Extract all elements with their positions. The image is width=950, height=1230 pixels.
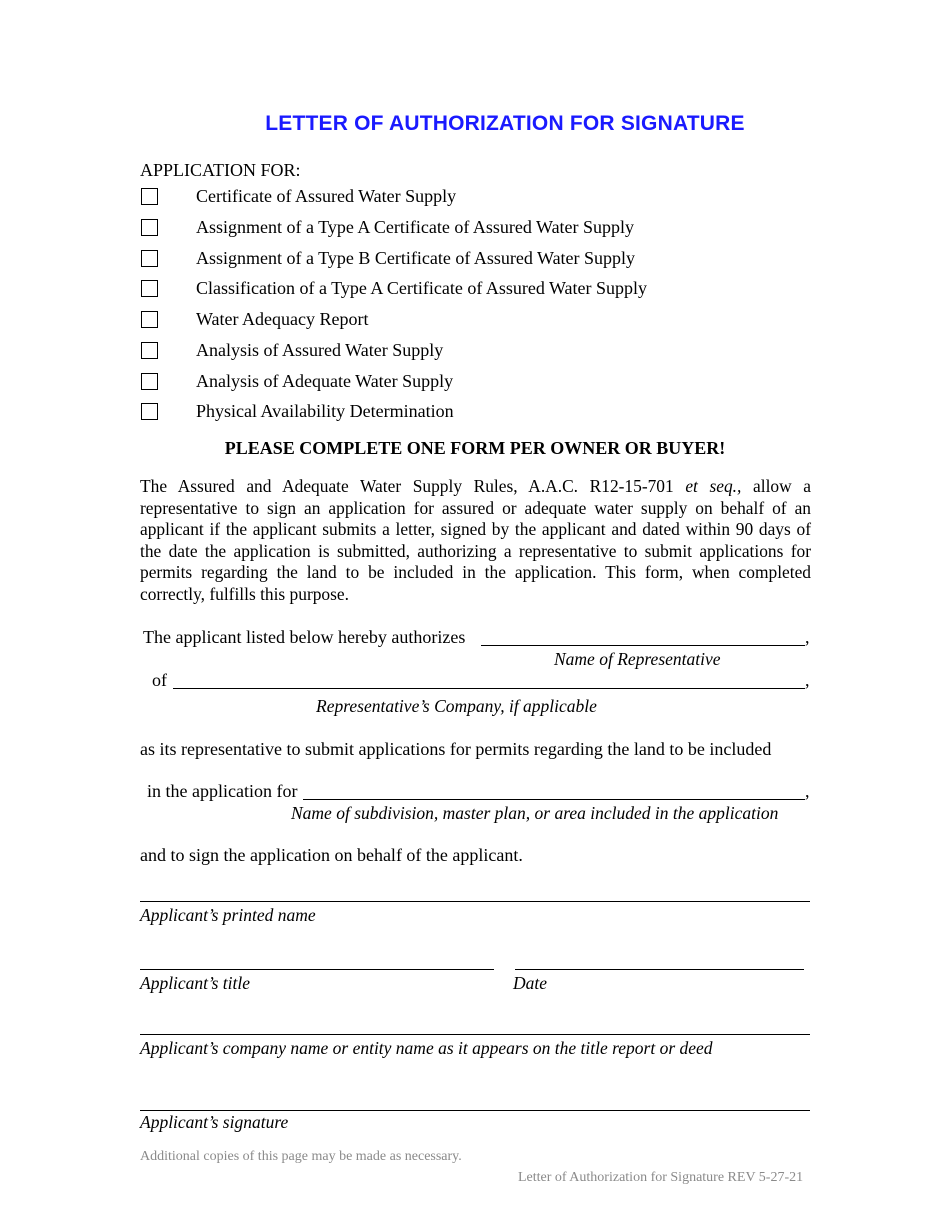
- representative-company-field[interactable]: [173, 688, 805, 689]
- option-label: Physical Availability Determination: [196, 401, 454, 421]
- comma: ,: [805, 781, 810, 801]
- date-field[interactable]: [515, 969, 804, 970]
- checkbox[interactable]: [141, 311, 158, 328]
- company-name-field[interactable]: [140, 1034, 810, 1035]
- application-for-label: in the application for: [147, 781, 298, 801]
- checkbox[interactable]: [141, 403, 158, 420]
- copies-note: Additional copies of this page may be made as necessary.: [140, 1149, 462, 1164]
- page-title: LETTER OF AUTHORIZATION FOR SIGNATURE: [265, 112, 745, 135]
- comma: ,: [805, 627, 810, 647]
- paragraph-text-end: allow a representative to sign an application for assured or adequate water supply on behalf of an applicant if the applicant submits a letter, signed by the applicant and dated within 90 days of the date the application is submitted, authorizing a representative to submit applications for permits regarding the land to be included in the application. This form, when completed correctly, fulfills this purpose.: [140, 476, 811, 604]
- applicant-title-caption: Applicant’s title: [140, 973, 251, 993]
- checkbox[interactable]: [141, 219, 158, 236]
- sign-on-behalf-text: and to sign the application on behalf of the applicant.: [140, 845, 523, 865]
- company-name-caption: Applicant’s company name or entity name as it appears on the title report or deed: [140, 1038, 713, 1058]
- authorization-text: as its representative to submit applications for permits regarding the land to be included: [140, 739, 772, 759]
- checkbox[interactable]: [141, 373, 158, 390]
- signature-caption: Applicant’s signature: [140, 1112, 289, 1132]
- representative-name-caption: Name of Representative: [554, 649, 721, 669]
- applicant-title-field[interactable]: [140, 969, 494, 970]
- option-label: Analysis of Assured Water Supply: [196, 340, 444, 360]
- one-form-notice: PLEASE COMPLETE ONE FORM PER OWNER OR BUYER!: [224, 438, 726, 458]
- checkbox[interactable]: [141, 280, 158, 297]
- representative-name-field[interactable]: [481, 645, 805, 646]
- area-name-caption: Name of subdivision, master plan, or area included in the application: [291, 803, 779, 823]
- option-label: Classification of a Type A Certificate of Assured Water Supply: [196, 278, 648, 298]
- rules-paragraph: [140, 476, 811, 605]
- option-label: Analysis of Adequate Water Supply: [196, 371, 454, 391]
- date-caption: Date: [513, 973, 548, 993]
- option-label: Assignment of a Type A Certificate of Assured Water Supply: [196, 217, 635, 237]
- printed-name-field[interactable]: [140, 901, 810, 902]
- area-name-field[interactable]: [303, 799, 805, 800]
- signature-field[interactable]: [140, 1110, 810, 1111]
- paragraph-text-start: The Assured and Adequate Water Supply Rules, A.A.C. R12-15-701: [140, 476, 686, 496]
- checkbox[interactable]: [141, 342, 158, 359]
- option-label: Water Adequacy Report: [196, 309, 369, 329]
- revision-note: Letter of Authorization for Signature REV 5-27-21: [518, 1170, 804, 1185]
- option-label: Certificate of Assured Water Supply: [196, 186, 457, 206]
- printed-name-caption: Applicant’s printed name: [140, 905, 316, 925]
- of-label: of: [152, 670, 167, 690]
- checkbox[interactable]: [141, 188, 158, 205]
- application-for-heading: APPLICATION FOR:: [140, 160, 301, 180]
- checkbox[interactable]: [141, 250, 158, 267]
- authorizes-label: The applicant listed below hereby authorizes: [143, 627, 466, 647]
- representative-company-caption: Representative’s Company, if applicable: [316, 696, 597, 716]
- comma: ,: [805, 670, 810, 690]
- paragraph-italic: et seq.,: [685, 476, 742, 496]
- option-label: Assignment of a Type B Certificate of Assured Water Supply: [196, 248, 636, 268]
